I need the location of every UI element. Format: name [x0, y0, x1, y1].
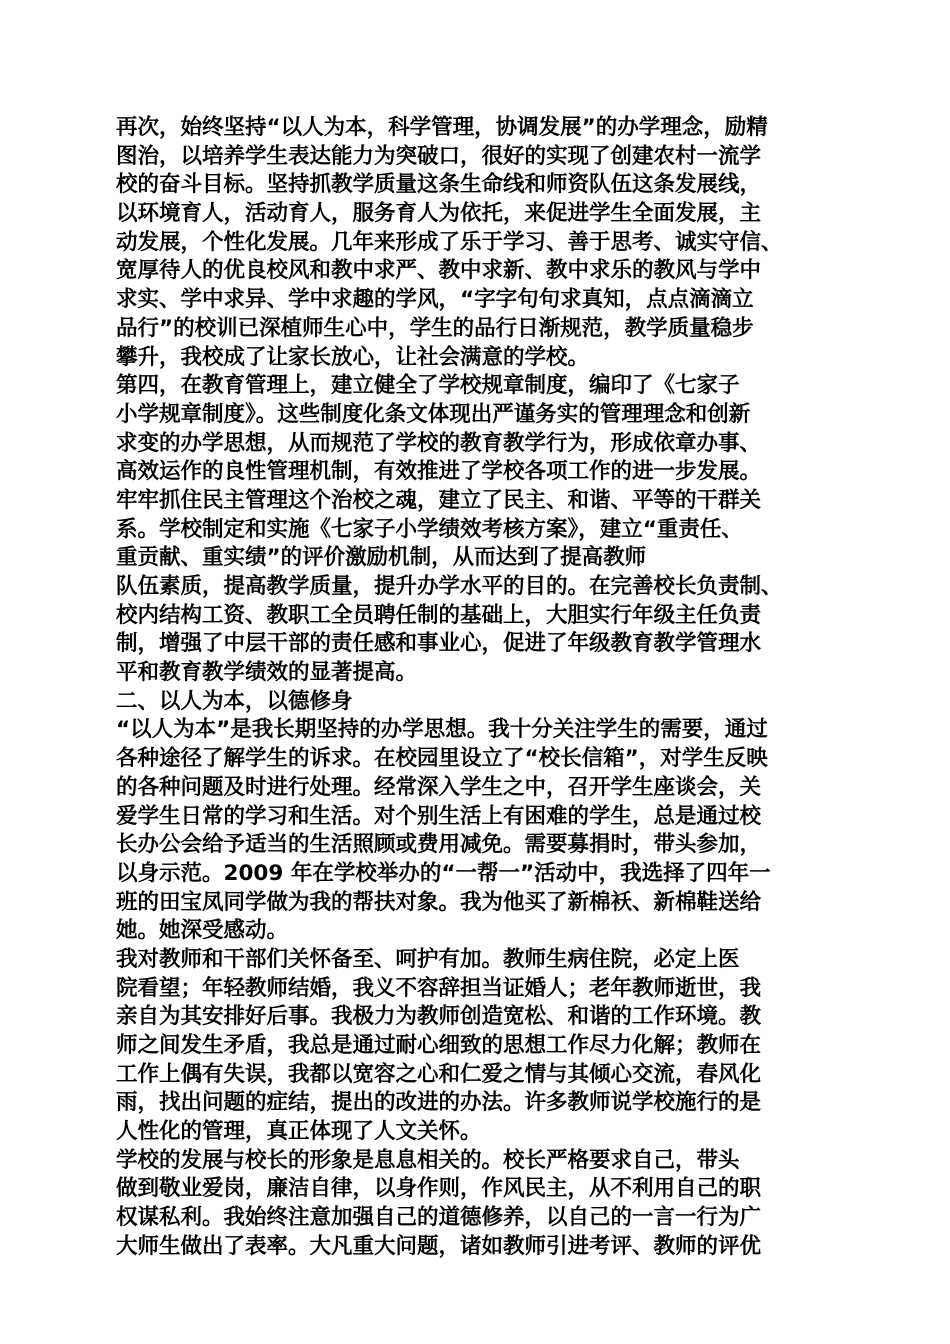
text-line: 师之间发生矛盾，我总是通过耐心细致的思想工作尽力化解；教师在 [116, 1033, 762, 1058]
document-body [116, 114, 846, 1262]
text-line: 长办公会给予适当的生活照顾或费用减免。需要募捐时，带头参加， [116, 832, 762, 858]
text-line: 品行”的校训已深植师生心中，学生的品行日渐规范，教学质量稳步 [116, 315, 754, 341]
text-line: 校内结构工资、教职工全员聘任制的基础上，大胆实行年级主任负责 [116, 602, 762, 628]
text-line: 做到敬业爱岗，廉洁自律，以身作则，作风民主，从不利用自己的职 [116, 1176, 762, 1202]
text-line: 大师生做出了表率。大凡重大问题，诸如教师引进考评、教师的评优 [116, 1233, 762, 1259]
text-line: 各种途径了解学生的诉求。在校园里设立了“校长信箱”，对学生反映 [116, 746, 768, 772]
text-line: 爱学生日常的学习和生活。对个别生活上有困难的学生，总是通过校 [116, 803, 762, 829]
text-line: 平和教育教学绩效的显著提高。 [116, 660, 418, 686]
text-line: “以人为本”是我长期坚持的办学思想。我十分关注学生的需要，通过 [116, 717, 768, 743]
text-line: 小学规章制度》。这些制度化条文体现出严谨务实的管理理念和创新 [116, 401, 751, 427]
text-line: 的各种问题及时进行处理。经常深入学生之中，召开学生座谈会，关 [116, 774, 762, 800]
text-line: 人性化的管理，真正体现了人文关怀。 [116, 1119, 482, 1145]
text-line: 雨，找出问题的症结，提出的改进的办法。许多教师说学校施行的是 [116, 1090, 762, 1116]
text-line: 重贡献、重实绩”的评价激励机制，从而达到了提高教师 [116, 545, 647, 571]
text-line: 我对教师和干部们关怀备至、呵护有加。教师生病住院，必定上医 [116, 946, 740, 972]
text-line: 宽厚待人的优良校风和教中求严、教中求新、教中求乐的教风与学中 [116, 258, 762, 284]
text-line: 动发展，个性化发展。几年来形成了乐于学习、善于思考、诚实守信、 [116, 229, 783, 255]
text-line: 攀升，我校成了让家长放心，让社会满意的学校。 [116, 344, 590, 370]
text-line: 她。她深受感动。 [116, 918, 289, 944]
text-line: 班的田宝凤同学做为我的帮扶对象。我为他买了新棉袄、新棉鞋送给 [116, 889, 762, 915]
text-line: 队伍素质，提高教学质量，提升办学水平的目的。在完善校长负责制、 [116, 574, 783, 599]
text-line: 第四，在教育管理上，建立健全了学校规章制度，编印了《七家子 [116, 373, 740, 399]
text-line: 制，增强了中层干部的责任感和事业心，促进了年级教育教学管理水 [116, 631, 762, 657]
text-line: 工作上偶有失误，我都以宽容之心和仁爱之情与其倾心交流，春风化 [116, 1061, 762, 1087]
text-line: 求实、学中求异、学中求趣的学风，“字字句句求真知，点点滴滴立 [116, 287, 754, 313]
text-line: 系。学校制定和实施《七家子小学绩效考核方案》，建立“重责任、 [116, 516, 743, 542]
text-line: 以身示范。2009 年在学校举办的“一帮一”活动中，我选择了四年一 [116, 860, 771, 886]
text-line: 亲自为其安排好后事。我极力为教师创造宽松、和谐的工作环境。教 [116, 1004, 762, 1030]
text-line: 图治，以培养学生表达能力为突破口，很好的实现了创建农村一流学 [116, 143, 762, 169]
text-line: 校的奋斗目标。坚持抓教学质量这条生命线和师资队伍这条发展线， [116, 172, 762, 198]
text-line: 求变的办学思想，从而规范了学校的教育教学行为，形成依章办事、 [116, 430, 762, 456]
text-line: 权谋私利。我始终注意加强自己的道德修养，以自己的一言一行为广 [116, 1205, 762, 1231]
text-line: 再次，始终坚持“以人为本，科学管理，协调发展”的办学理念，励精 [116, 115, 768, 140]
text-line: 高效运作的良性管理机制，有效推进了学校各项工作的进一步发展。 [116, 459, 762, 485]
text-line: 以环境育人，活动育人，服务育人为依托，来促进学生全面发展，主 [116, 201, 762, 227]
text-line: 院看望；年轻教师结婚，我义不容辞担当证婚人；老年教师逝世，我 [116, 975, 762, 1001]
text-line: 牢牢抓住民主管理这个治校之魂，建立了民主、和谐、平等的干群关 [116, 487, 762, 513]
text-line: 学校的发展与校长的形象是息息相关的。校长严格要求自己，带头 [116, 1147, 740, 1173]
text-line: 二、以人为本，以德修身 [116, 688, 353, 714]
